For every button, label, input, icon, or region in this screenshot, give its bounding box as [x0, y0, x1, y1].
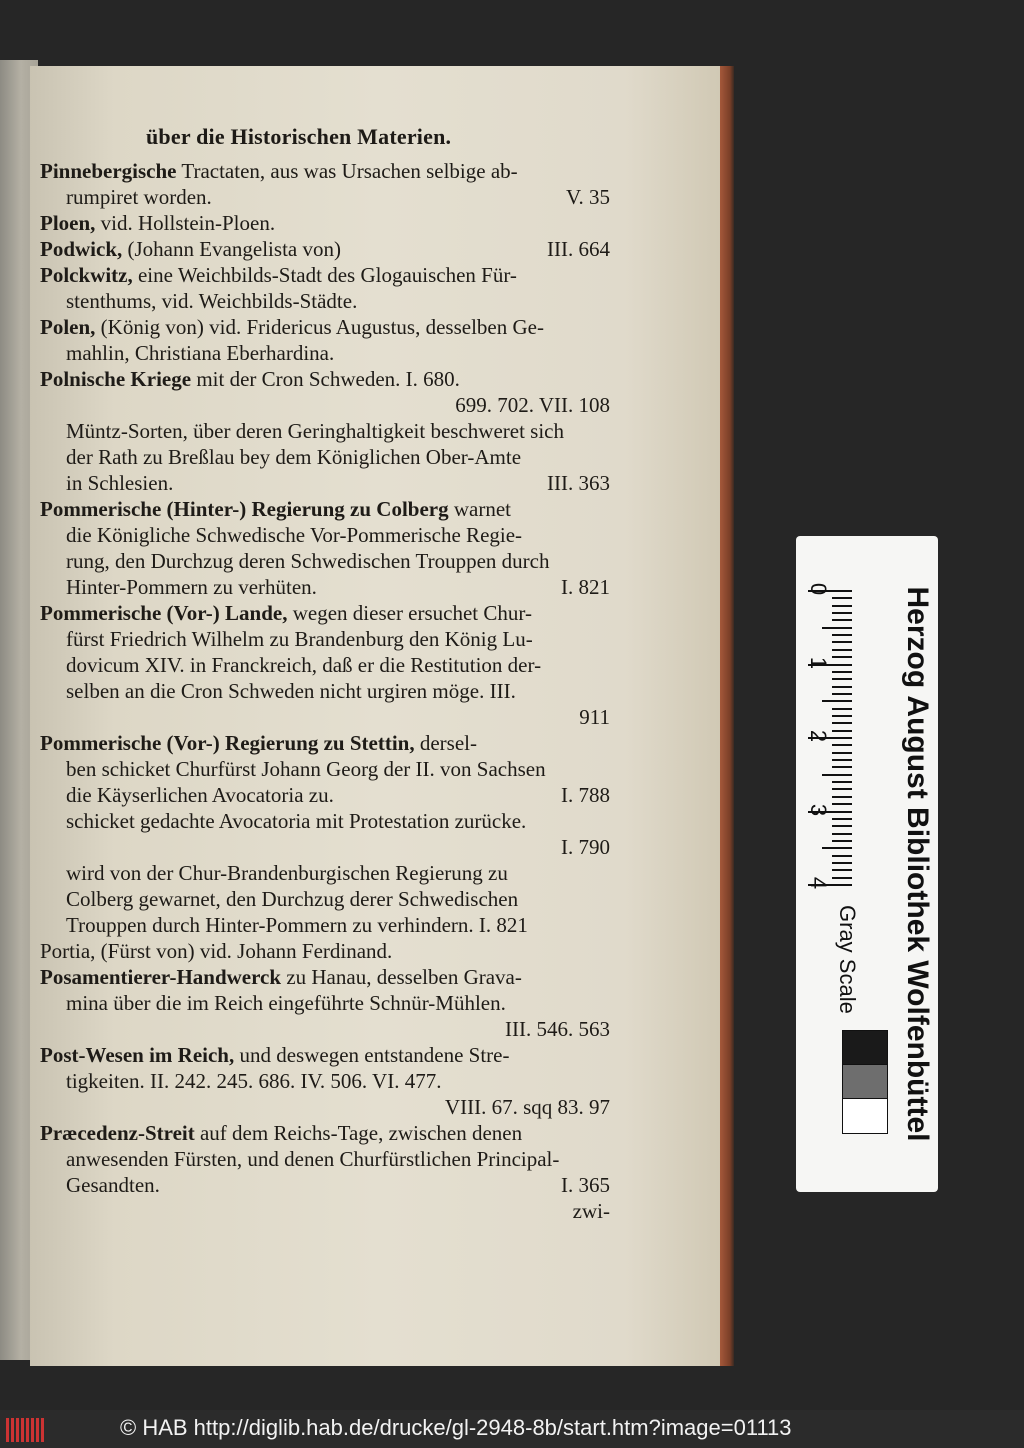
- index-line: [40, 574, 610, 600]
- ruler-tick: [832, 766, 852, 768]
- index-line-text: [66, 808, 526, 834]
- index-line-text: [40, 730, 477, 756]
- index-description: schicket gedachte Avocatoria mit Protestation zurücke.: [66, 809, 527, 833]
- index-description: die Königliche Schwedische Vor-Pommerische Regie-: [66, 523, 523, 547]
- index-description: in Schlesien.: [66, 471, 174, 495]
- ruler-tick: [832, 686, 852, 688]
- index-line-text: [66, 1172, 160, 1198]
- ruler-tick: [832, 877, 852, 879]
- index-line: [40, 1016, 610, 1042]
- index-line-text: [66, 652, 541, 678]
- index-description: Colberg gewarnet, den Durchzug derer Schwedischen: [66, 887, 519, 911]
- index-keyword: Posamentierer-Handwerck: [40, 965, 282, 989]
- index-line-text: [66, 678, 516, 704]
- index-line-text: [66, 288, 357, 314]
- index-line-text: [66, 184, 212, 210]
- index-line: [40, 314, 610, 340]
- index-reference: I. 365: [561, 1173, 610, 1197]
- index-line-text: [66, 1068, 441, 1094]
- index-line: [40, 834, 610, 860]
- index-line-text: [40, 158, 518, 184]
- index-line: [40, 158, 610, 184]
- ruler-cm-label: 4: [806, 876, 832, 890]
- index-description: und deswegen entstandene Stre-: [234, 1043, 510, 1067]
- index-line: [40, 626, 610, 652]
- index-description: mahlin, Christiana Eberhardina.: [66, 341, 335, 365]
- footer-copyright: © HAB http://diglib.hab.de/drucke/gl-2948-8b/start.htm?image=01113: [120, 1415, 792, 1440]
- index-description: selben an die Cron Schweden nicht urgiren möge. III.: [66, 679, 516, 703]
- index-description: wird von der Chur-Brandenburgischen Regierung zu: [66, 861, 508, 885]
- index-keyword: Pommerische (Hinter-) Regierung zu Colberg: [40, 497, 449, 521]
- index-line-text: [66, 418, 564, 444]
- ruler-cm-label: 3: [806, 803, 832, 816]
- index-line: [40, 1146, 610, 1172]
- ruler-tick: [832, 671, 852, 673]
- index-line-text: [66, 548, 549, 574]
- index-line-text: [66, 990, 506, 1016]
- page-edge: [720, 66, 734, 1366]
- ruler-tick: [832, 612, 852, 614]
- ruler-tick: [832, 715, 852, 717]
- index-line-text: [66, 626, 533, 652]
- ruler-tick: [832, 825, 852, 827]
- index-description: stenthums, vid. Weichbilds-Städte.: [66, 289, 358, 313]
- index-reference: III. 664: [547, 237, 610, 261]
- index-line-text: [40, 236, 341, 262]
- index-line: [40, 938, 610, 964]
- index-description: Portia, (Fürst von) vid. Johann Ferdinand.: [40, 939, 393, 963]
- index-description: fürst Friedrich Wilhelm zu Brandenburg den König Lu-: [66, 627, 533, 651]
- ruler-tick: [832, 619, 852, 621]
- index-description: warnet: [448, 497, 511, 521]
- index-line-text: [66, 782, 334, 808]
- index-line: [40, 1042, 610, 1068]
- index-line-text: [66, 522, 522, 548]
- running-header: über die Historischen Materien.: [146, 124, 452, 149]
- ruler-tick: [832, 833, 852, 835]
- index-description: (König von) vid. Fridericus Augustus, desselben Ge-: [95, 315, 544, 339]
- index-line: [40, 808, 610, 834]
- index-line: [40, 756, 610, 782]
- index-line-text: [40, 496, 511, 522]
- index-line: [40, 444, 610, 470]
- gray-scale-label: Gray Scale: [835, 905, 860, 1014]
- index-line: [40, 418, 610, 444]
- ruler-cm-label: 1: [806, 656, 832, 669]
- ruler-tick: [832, 722, 852, 724]
- index-line-text: [40, 210, 275, 236]
- ruler-tick: [832, 788, 852, 790]
- ruler-title-box: [900, 536, 934, 1192]
- index-line: [40, 912, 610, 938]
- index-keyword: Ploen,: [40, 211, 96, 235]
- index-description: wegen dieser ersuchet Chur-: [287, 601, 532, 625]
- index-description: mina über die im Reich eingeführte Schnür-Mühlen.: [66, 991, 506, 1015]
- index-description: dersel-: [414, 731, 477, 755]
- index-line: [40, 678, 610, 704]
- index-line: [40, 1198, 610, 1224]
- index-description: auf dem Reichs-Tage, zwischen denen: [194, 1121, 523, 1145]
- index-line: [40, 860, 610, 886]
- index-line: [40, 704, 610, 730]
- index-description: Trouppen durch Hinter-Pommern zu verhindern. I. 821: [66, 913, 528, 937]
- index-reference: 699. 702. VII. 108: [455, 393, 610, 417]
- ruler-tick: [832, 693, 852, 695]
- index-keyword: Polckwitz,: [40, 263, 133, 287]
- ruler-tick: [822, 700, 852, 702]
- index-line-text: [66, 860, 508, 886]
- ruler-tick: [832, 752, 852, 754]
- index-reference: zwi-: [572, 1199, 610, 1223]
- ruler-cm-label: 0: [806, 582, 832, 596]
- index-reference: I. 790: [561, 835, 610, 859]
- index-line: [40, 548, 610, 574]
- index-line-text: [40, 964, 522, 990]
- index-description: die Käyserlichen Avocatoria zu.: [66, 783, 334, 807]
- ruler-tick: [832, 862, 852, 864]
- index-line: [40, 964, 610, 990]
- index-line-text: [66, 756, 546, 782]
- index-line-text: [66, 912, 528, 938]
- index-line: [40, 366, 610, 392]
- index-line-text: [40, 600, 532, 626]
- index-description: vid. Hollstein-Ploen.: [95, 211, 276, 235]
- index-line-text: [40, 262, 517, 288]
- index-description: eine Weichbilds-Stadt des Glogauischen Für-: [132, 263, 517, 287]
- index-description: Müntz-Sorten, über deren Geringhaltigkeit beschweret sich: [66, 419, 565, 443]
- ruler-tick: [832, 641, 852, 643]
- ruler-cm-label: 2: [806, 729, 832, 743]
- index-keyword: Post-Wesen im Reich,: [40, 1043, 235, 1067]
- index-description: mit der Cron Schweden. I. 680.: [191, 367, 460, 391]
- index-line-text: [66, 574, 317, 600]
- ruler-tick: [832, 796, 852, 798]
- index-line: [40, 730, 610, 756]
- index-line: [40, 470, 610, 496]
- index-description: ben schicket Churfürst Johann Georg der II. von Sachsen: [66, 757, 546, 781]
- ruler-tick: [832, 597, 852, 599]
- gray-swatch: [842, 1098, 888, 1134]
- ruler-tick: [832, 730, 852, 732]
- index-reference: I. 821: [561, 575, 610, 599]
- index-description: rumpiret worden.: [66, 185, 212, 209]
- ruler-tick: [832, 634, 852, 636]
- gray-swatch: [842, 1064, 888, 1100]
- index-reference: III. 546. 563: [505, 1017, 610, 1041]
- index-description: dovicum XIV. in Franckreich, daß er die Restitution der-: [66, 653, 542, 677]
- index-line: [40, 652, 610, 678]
- index-line-text: [40, 1042, 509, 1068]
- index-description: der Rath zu Breßlau bey dem Königlichen Ober-Amte: [66, 445, 522, 469]
- ruler-tick: [832, 840, 852, 842]
- ruler-tick: [832, 656, 852, 658]
- index-keyword: Pommerische (Vor-) Regierung zu Stettin,: [40, 731, 415, 755]
- index-description: tigkeiten. II. 242. 245. 686. IV. 506. VI. 477.: [66, 1069, 442, 1093]
- ruler-title: Herzog August Bibliothek Wolfenbüttel: [901, 586, 934, 1142]
- index-reference: III. 363: [547, 471, 610, 495]
- index-keyword: Pommerische (Vor-) Lande,: [40, 601, 288, 625]
- index-line: [40, 496, 610, 522]
- index-line: [40, 1068, 610, 1094]
- hab-logo-icon: [6, 1418, 44, 1442]
- ruler-tick: [832, 781, 852, 783]
- index-line: [40, 392, 610, 418]
- index-line: [40, 782, 610, 808]
- index-line-text: [40, 366, 460, 392]
- index-line-text: [66, 340, 334, 366]
- ruler-tick: [822, 774, 852, 776]
- index-keyword: Polen,: [40, 315, 96, 339]
- index-keyword: Præcedenz-Streit: [40, 1121, 195, 1145]
- index-description: anwesenden Fürsten, und denen Churfürstlichen Principal-: [66, 1147, 560, 1171]
- index-line-text: [40, 938, 392, 964]
- ruler-tick: [832, 649, 852, 651]
- index-line: [40, 340, 610, 366]
- index-description: Tractaten, aus was Ursachen selbige ab-: [176, 159, 518, 183]
- ruler-tick: [832, 803, 852, 805]
- ruler-tick: [822, 627, 852, 629]
- index-line-text: [66, 1146, 559, 1172]
- index-description: (Johann Evangelista von): [122, 237, 341, 261]
- gray-swatch: [842, 1030, 888, 1066]
- index-line: [40, 1094, 610, 1120]
- index-reference: 911: [579, 705, 610, 729]
- index-line: [40, 1120, 610, 1146]
- footer-bar: [0, 1410, 1024, 1448]
- index-keyword: Pinnebergische: [40, 159, 177, 183]
- ruler-tick: [832, 818, 852, 820]
- index-line: [40, 990, 610, 1016]
- index-line: [40, 600, 610, 626]
- index-line: [40, 236, 610, 262]
- index-line: [40, 262, 610, 288]
- index-line: [40, 522, 610, 548]
- ruler-tick: [832, 869, 852, 871]
- index-line-text: [66, 886, 518, 912]
- index-line: [40, 184, 610, 210]
- index-reference: V. 35: [566, 185, 610, 209]
- index-keyword: Podwick,: [40, 237, 123, 261]
- index-description: Hinter-Pommern zu verhüten.: [66, 575, 317, 599]
- index-line-text: [40, 314, 544, 340]
- ruler-tick: [832, 708, 852, 710]
- index-line: [40, 886, 610, 912]
- index-keyword: Polnische Kriege: [40, 367, 192, 391]
- index-line-text: [40, 1120, 522, 1146]
- index-entries: [40, 158, 610, 1224]
- index-line-text: [66, 444, 521, 470]
- index-reference: I. 788: [561, 783, 610, 807]
- ruler-tick: [822, 847, 852, 849]
- index-reference: VIII. 67. sqq 83. 97: [444, 1095, 610, 1119]
- ruler-tick: [832, 759, 852, 761]
- index-line: [40, 210, 610, 236]
- ruler-tick: [832, 678, 852, 680]
- index-line: [40, 1172, 610, 1198]
- index-line-text: [66, 470, 173, 496]
- index-line: [40, 288, 610, 314]
- ruler-tick: [832, 744, 852, 746]
- ruler-tick: [832, 605, 852, 607]
- index-description: zu Hanau, desselben Grava-: [281, 965, 522, 989]
- ruler-tick: [832, 855, 852, 857]
- index-description: rung, den Durchzug deren Schwedischen Trouppen durch: [66, 549, 550, 573]
- index-description: Gesandten.: [66, 1173, 160, 1197]
